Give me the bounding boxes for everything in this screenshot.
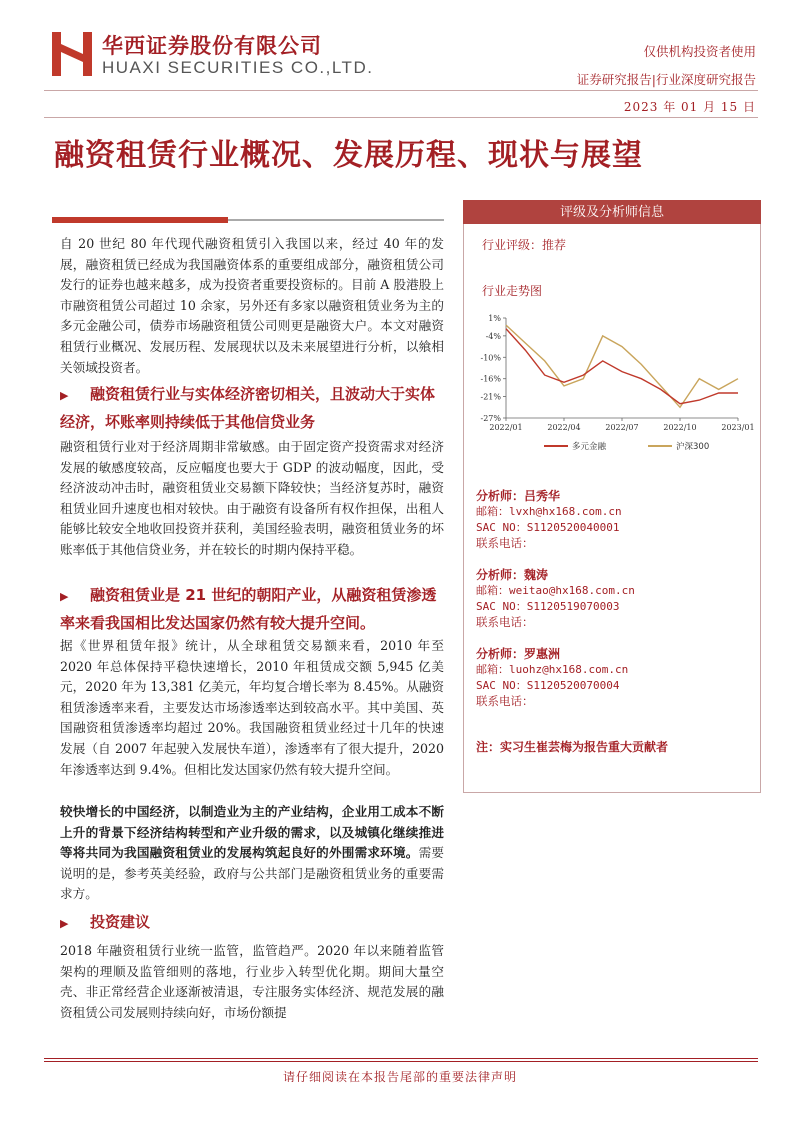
- section-divider: [228, 219, 444, 221]
- legal-notice: 请仔细阅读在本报告尾部的重要法律声明: [282, 1070, 517, 1084]
- industry-trend-chart: [474, 310, 758, 460]
- legend-label-1: 沪深300: [676, 442, 710, 452]
- x-tick-label: 2023/01: [721, 423, 755, 432]
- contributor-note: 注：实习生崔芸梅为报告重大贡献者: [476, 740, 669, 754]
- section-heading-1-text: 融资租赁行业与实体经济密切相关，且波动大于实体经济，坏账率则持续低于其他信贷业务: [60, 385, 436, 431]
- rating: [482, 236, 566, 253]
- section-3-text: 需要说明的是，参考英美经验，政府与公共部门是融资租赁业务的重要需求方。: [60, 845, 445, 902]
- section-4-paragraph: 2018 年融资租赁行业统一监管，监管趋严。2020 年以来随着监管架构的理顺及监管细则的落地，行业步入转型优化期。期间大量空壳、非正常经营企业逐渐被清退，专注服务实体经济、规范发展的融资租赁公司发展则持续向好，市场份额提: [60, 943, 444, 1020]
- report-type: 证券研究报告|行业深度研究报告: [576, 72, 756, 87]
- section-3-paragraph: [60, 802, 444, 905]
- analyst-2-phone: 联系电话：: [476, 615, 534, 629]
- header-divider: [44, 90, 758, 91]
- bullet-arrow-icon: ▶: [60, 389, 69, 402]
- panel-header: 评级及分析师信息: [463, 200, 761, 224]
- analyst-1-email[interactable]: 邮箱：lvxh@hx168.com.cn: [476, 505, 622, 518]
- y-tick-label: -21%: [480, 392, 501, 402]
- section-heading-2-text: 融资租赁业是 21 世纪的朝阳产业，从融资租赁渗透率来看我国相比发达国家仍然有较大提升空间。: [60, 586, 437, 632]
- company-logo: [52, 32, 92, 76]
- section-heading-1: [60, 381, 446, 435]
- x-tick-label: 2022/10: [663, 423, 697, 432]
- audience-note: 仅供机构投资者使用: [643, 44, 756, 59]
- analyst-1-phone: 联系电话：: [476, 536, 534, 550]
- footer-divider: [44, 1058, 758, 1059]
- series-line-1: [506, 325, 738, 407]
- company-name-en: HUAXI SECURITIES CO.,LTD.: [102, 58, 374, 77]
- section-1-paragraph: 融资租赁行业对于经济周期非常敏感。由于固定资产投资需求对经济发展的敏感度较高，反应幅度也要大于 GDP 的波动幅度，因此，受经济波动冲击时，融资租赁业交易额下降较快；当经济复苏时，融资租赁业回升速度也相对较快。由于融资有设备所有权作担保，出租人能够比较安全地收回投资并获利，美国经验表明，融资租赁业务的坏账率低于其他信贷业务，并在较长的时期内保持平稳。: [60, 439, 444, 557]
- report-title: 融资租赁行业概况、发展历程、现状与展望: [54, 138, 643, 173]
- trend-chart-label: 行业走势图: [482, 284, 543, 298]
- section-3-bold-text: 较快增长的中国经济，以制造业为主的产业结构，企业用工成本不断上升的背景下经济结构转型和产业升级的需求，以及城镇化继续推进等将共同为我国融资租赁业的发展构筑起良好的外围需求环境。: [60, 804, 444, 861]
- rating-value: 推荐: [542, 238, 567, 252]
- section-heading-4: [60, 909, 446, 937]
- bullet-arrow-icon: ▶: [60, 590, 69, 603]
- series-line-0: [506, 329, 738, 404]
- analyst-3-email[interactable]: 邮箱：luohz@hx168.com.cn: [476, 663, 629, 676]
- y-tick-label: -4%: [485, 331, 501, 341]
- bullet-arrow-icon: ▶: [60, 917, 69, 930]
- analyst-2-email[interactable]: 邮箱：weitao@hx168.com.cn: [476, 584, 635, 597]
- analyst-2-sac: SAC NO：S1120519070003: [476, 600, 620, 613]
- analyst-3-sac: SAC NO：S1120520070004: [476, 679, 620, 692]
- rating-label: 行业评级：: [482, 238, 543, 252]
- x-tick-label: 2022/04: [547, 423, 581, 432]
- y-tick-label: 1%: [488, 314, 501, 323]
- section-2-paragraph: 据《世界租赁年报》统计，从全球租赁交易额来看，2010 年至 2020 年总体保持平稳快速增长，2010 年租赁成交额 5,945 亿美元，2020 年为 13,381 亿美元，年均复合增长率为 8.45%。从融资租赁渗透率来看，主要发达市场渗透率达到较高水平。其中美国、英国融资租赁渗透率均超过 20%。我国融资租赁业经过十几年的快速发展（自 2007 年起驶入发展快车道），渗透率有了很大提升，2020 年渗透率达到 9.4%。但相比发达国家仍然有较大提升空间。: [60, 638, 445, 777]
- report-date: 2023 年 01 月 15 日: [623, 100, 756, 114]
- date-divider: [44, 117, 758, 118]
- section-accent-bar: [52, 217, 228, 223]
- section-heading-2: [60, 582, 446, 636]
- analyst-1-sac: SAC NO：S1120520040001: [476, 521, 620, 534]
- section-heading-4-text: 投资建议: [90, 913, 151, 931]
- x-tick-label: 2022/01: [489, 423, 523, 432]
- legend-label-0: 多元金融: [572, 442, 607, 452]
- analyst-3-name: 分析师：罗惠洲: [476, 647, 561, 661]
- y-tick-label: -10%: [480, 353, 501, 363]
- y-tick-label: -27%: [480, 414, 501, 423]
- analyst-3-phone: 联系电话：: [476, 694, 534, 708]
- analyst-2-name: 分析师：魏涛: [476, 568, 549, 582]
- y-tick-label: -16%: [480, 374, 501, 384]
- x-tick-label: 2022/07: [605, 423, 639, 432]
- intro-paragraph: 自 20 世纪 80 年代现代融资租赁引入我国以来，经过 40 年的发展，融资租赁已经成为我国融资体系的重要组成部分，融资租赁公司发行的证券也越来越多，成为投资者重要投资标的。目前 A 股港股上市融资租赁公司超过 10 余家，另外还有多家以融资租赁业务为主的多元金融公司，债券市场融资租赁公司则更是融资大户。本文对融资租赁行业概况、发展历程、发展现状以及未来展望进行分析，以飨相关领域投资者。: [60, 236, 444, 375]
- analyst-1-name: 分析师：吕秀华: [476, 489, 561, 503]
- company-name-cn: 华西证券股份有限公司: [102, 34, 322, 58]
- footer-divider-inner: [44, 1061, 758, 1062]
